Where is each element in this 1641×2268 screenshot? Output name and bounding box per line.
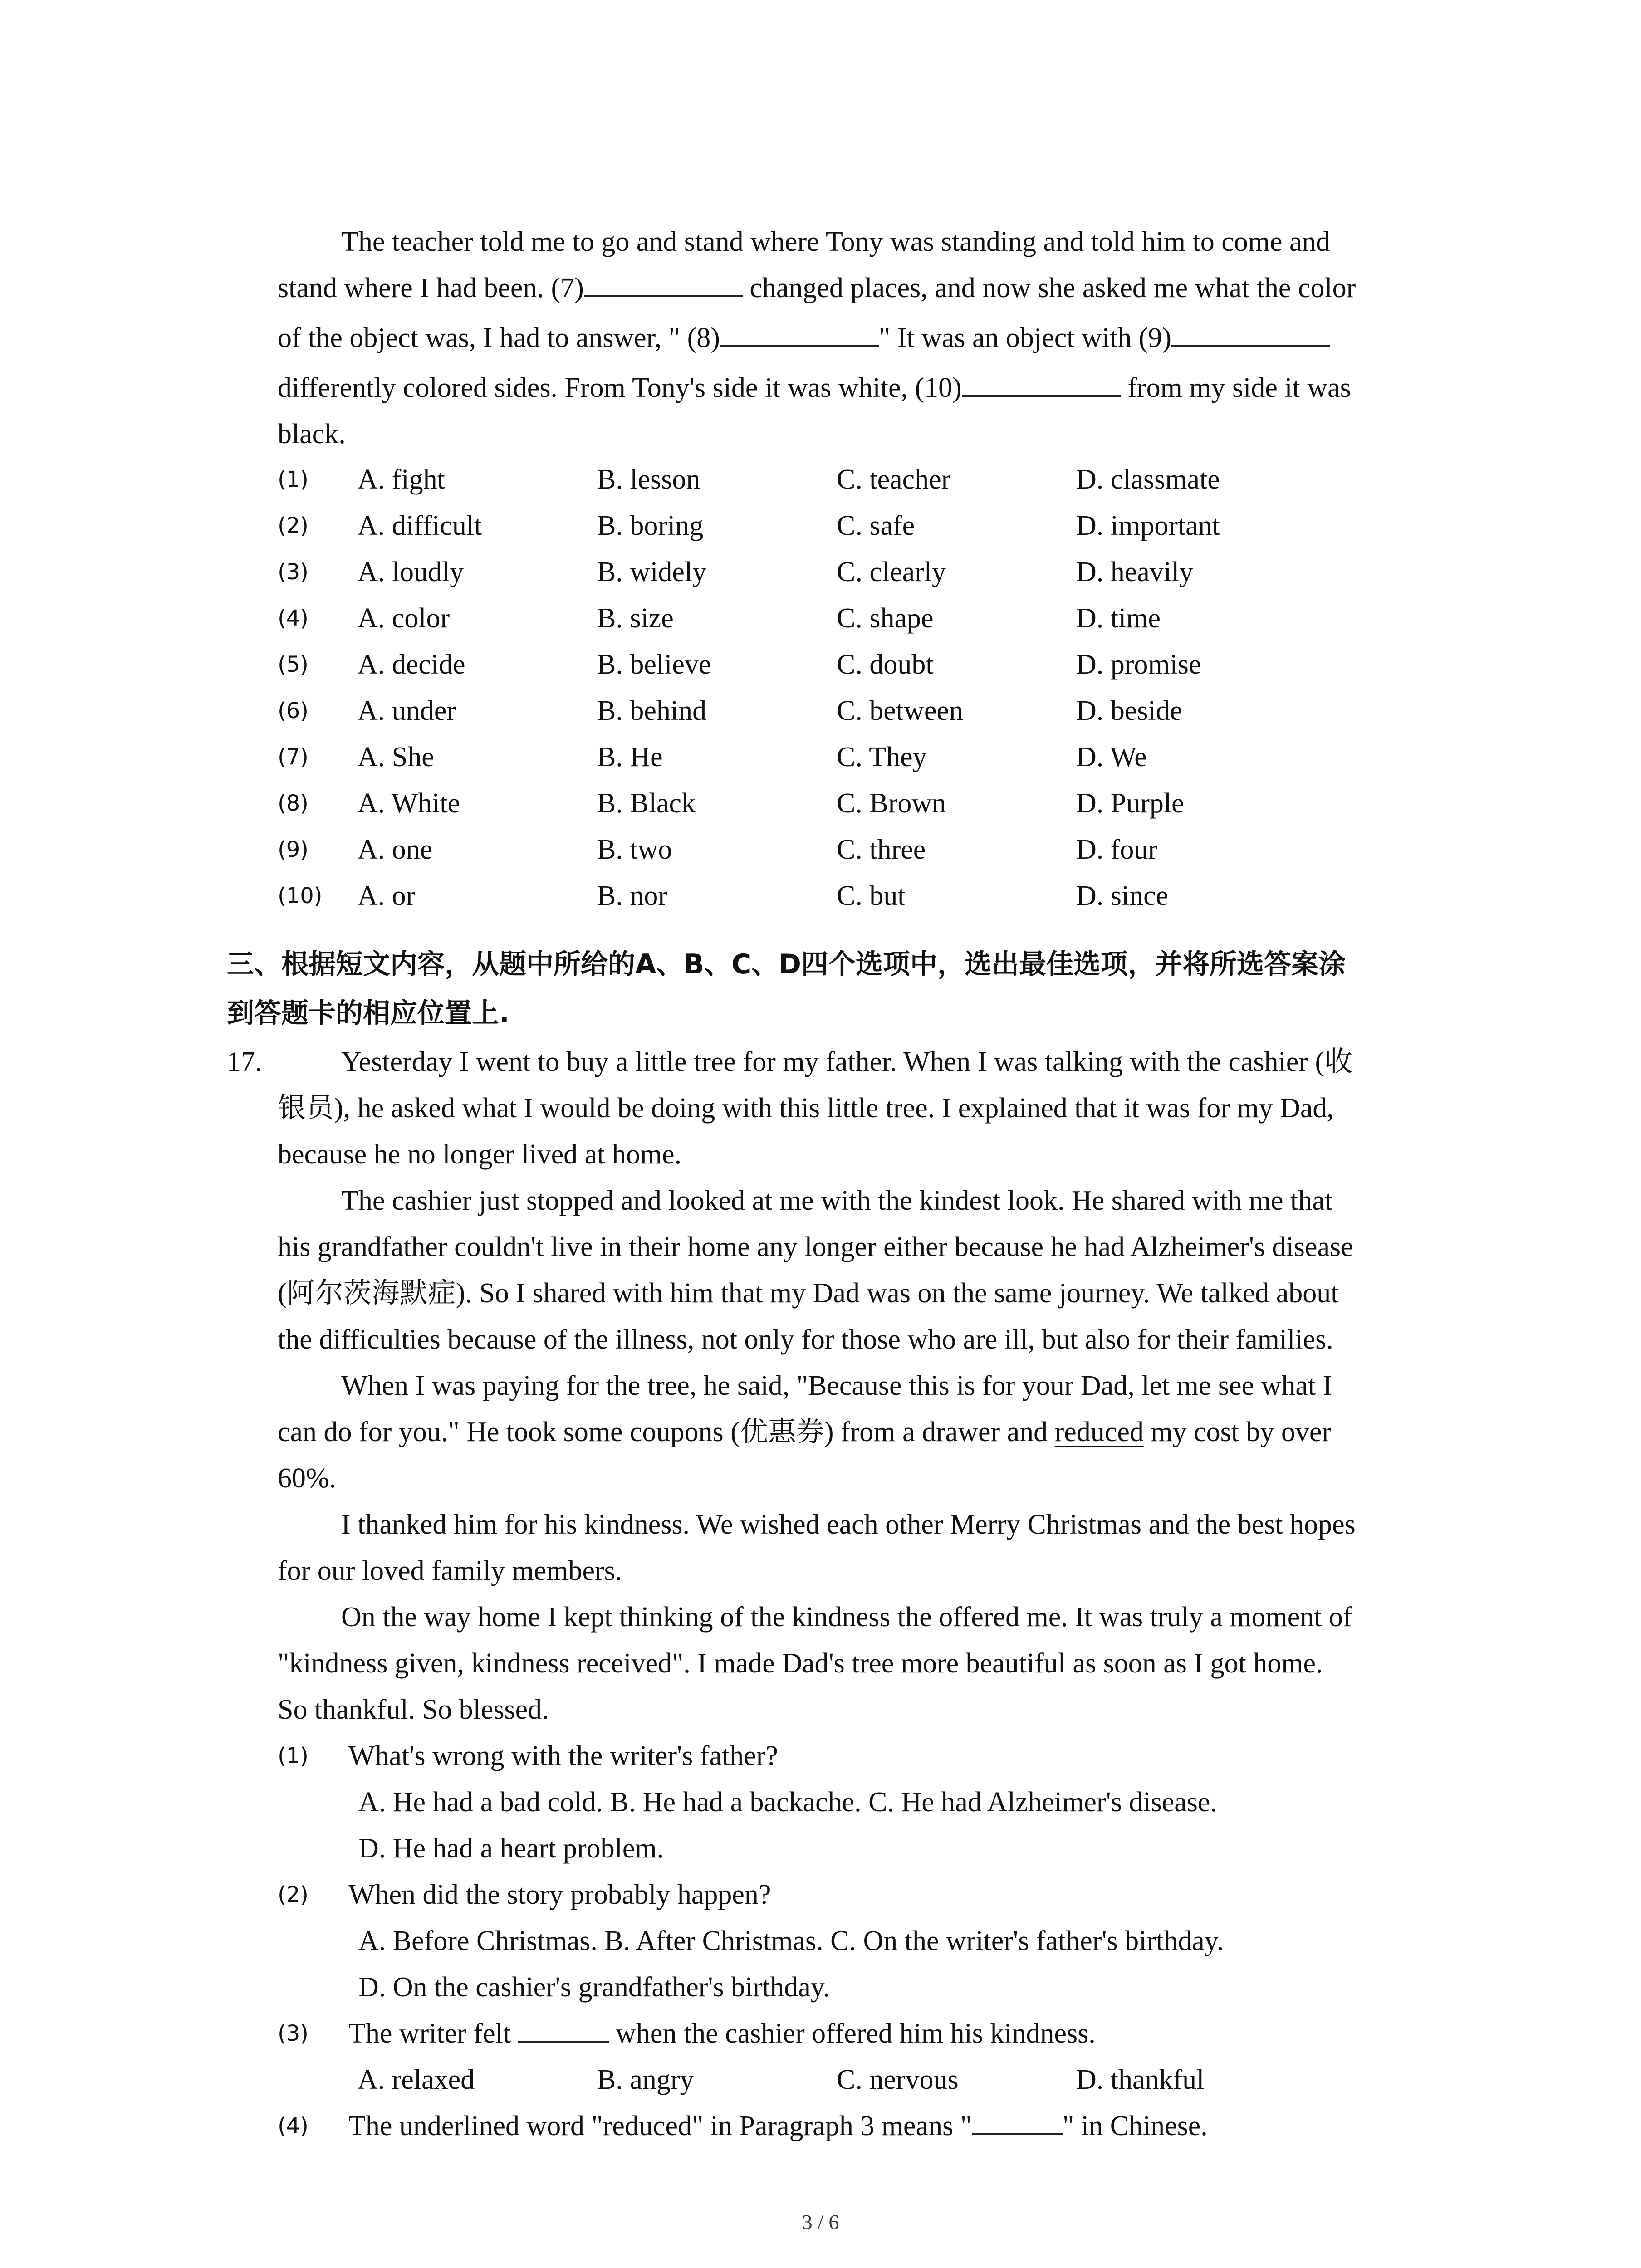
underlined-word: reduced [1054, 1417, 1144, 1447]
option-row: (4) A. color B. size C. shape D. time [278, 603, 1161, 634]
answer-blank [720, 318, 879, 347]
passage-line: can do for you." He took some coupons (优惠券) from a drawer and reduced my cost by over [278, 1417, 1332, 1447]
passage-line: 60%. [278, 1463, 337, 1494]
section-heading: 三、根据短文内容，从题中所给的A、B、C、D四个选项中，选出最佳选项，并将所选答案涂 [227, 948, 1346, 980]
sub-question-number: (4) [278, 2113, 309, 2139]
question-number: 17. [227, 1046, 262, 1077]
option-row: (10) A. or B. nor C. but D. since [278, 880, 1169, 911]
answer-blank [584, 268, 743, 297]
answer-options: A. Before Christmas. B. After Christmas. C. On the writer's father's birthday. [358, 1926, 1224, 1956]
passage-line: of the object was, I had to answer, " (8) " It was an object with (9) [278, 315, 1330, 361]
option-row: (9) A. one B. two C. three D. four [278, 834, 1158, 865]
passage-line: for our loved family members. [278, 1555, 622, 1586]
passage-line: differently colored sides. From Tony's side it was white, (10) from my side it was [278, 365, 1351, 411]
option-row: (8) A. White B. Black C. Brown D. Purple [278, 788, 1184, 819]
passage-line: So thankful. So blessed. [278, 1694, 549, 1725]
passage-line: 银员), he asked what I would be doing with this little tree. I explained that it was for my Dad, [278, 1093, 1334, 1124]
sub-question-number: (1) [278, 1743, 309, 1769]
option-row: (2) A. difficult B. boring C. safe D. important [278, 510, 1220, 541]
sub-question-text: What's wrong with the writer's father? [348, 1740, 778, 1771]
section-heading: 到答题卡的相应位置上. [227, 997, 509, 1029]
sub-question-text: The underlined word "reduced" in Paragraph 3 means " " in Chinese. [348, 2103, 1208, 2149]
passage-line: the difficulties because of the illness, not only for those who are ill, but also for their families. [278, 1324, 1333, 1355]
passage-line: When I was paying for the tree, he said, "Because this is for your Dad, let me see what I [341, 1370, 1332, 1401]
option-row: (5) A. decide B. believe C. doubt D. promise [278, 649, 1201, 680]
option-row: (7) A. She B. He C. They D. We [278, 742, 1147, 772]
option-row: (1) A. fight B. lesson C. teacher D. classmate [278, 464, 1220, 495]
page-number: 3 / 6 [802, 2210, 839, 2234]
answer-options: D. He had a heart problem. [358, 1833, 664, 1864]
answer-blank [962, 368, 1121, 397]
answer-blank [972, 2106, 1063, 2135]
passage-line: stand where I had been. (7) changed places, and now she asked me what the color [278, 265, 1356, 311]
option-row: (6) A. under B. behind C. between D. beside [278, 695, 1183, 726]
passage-line: (阿尔茨海默症). So I shared with him that my Dad was on the same journey. We talked about [278, 1278, 1339, 1309]
answer-blank [518, 2014, 609, 2043]
passage-line: his grandfather couldn't live in their home any longer either because he had Alzheimer's disease [278, 1232, 1353, 1262]
passage-line: I thanked him for his kindness. We wished each other Merry Christmas and the best hopes [341, 1509, 1356, 1540]
sub-question-text: When did the story probably happen? [348, 1879, 771, 1910]
passage-line: The teacher told me to go and stand where Tony was standing and told him to come and [341, 226, 1330, 257]
sub-question-number: (2) [278, 1882, 309, 1907]
passage-line: Yesterday I went to buy a little tree for my father. When I was talking with the cashier (收 [341, 1046, 1353, 1077]
passage-line: The cashier just stopped and looked at me with the kindest look. He shared with me that [341, 1185, 1332, 1216]
sub-question-number: (3) [278, 2021, 309, 2046]
option-row: A. relaxed B. angry C. nervous D. thankful [358, 2064, 1205, 2095]
passage-line: black. [278, 419, 346, 450]
passage-line: because he no longer lived at home. [278, 1139, 682, 1170]
answer-options: A. He had a bad cold. B. He had a backache. C. He had Alzheimer's disease. [358, 1787, 1217, 1818]
option-row: (3) A. loudly B. widely C. clearly D. heavily [278, 557, 1194, 587]
passage-line: On the way home I kept thinking of the kindness the offered me. It was truly a moment of [341, 1602, 1352, 1633]
sub-question-text: The writer felt when the cashier offered him his kindness. [348, 2010, 1096, 2057]
passage-line: "kindness given, kindness received". I made Dad's tree more beautiful as soon as I got home. [278, 1648, 1323, 1679]
answer-options: D. On the cashier's grandfather's birthday. [358, 1972, 830, 2003]
answer-blank [1171, 318, 1330, 347]
